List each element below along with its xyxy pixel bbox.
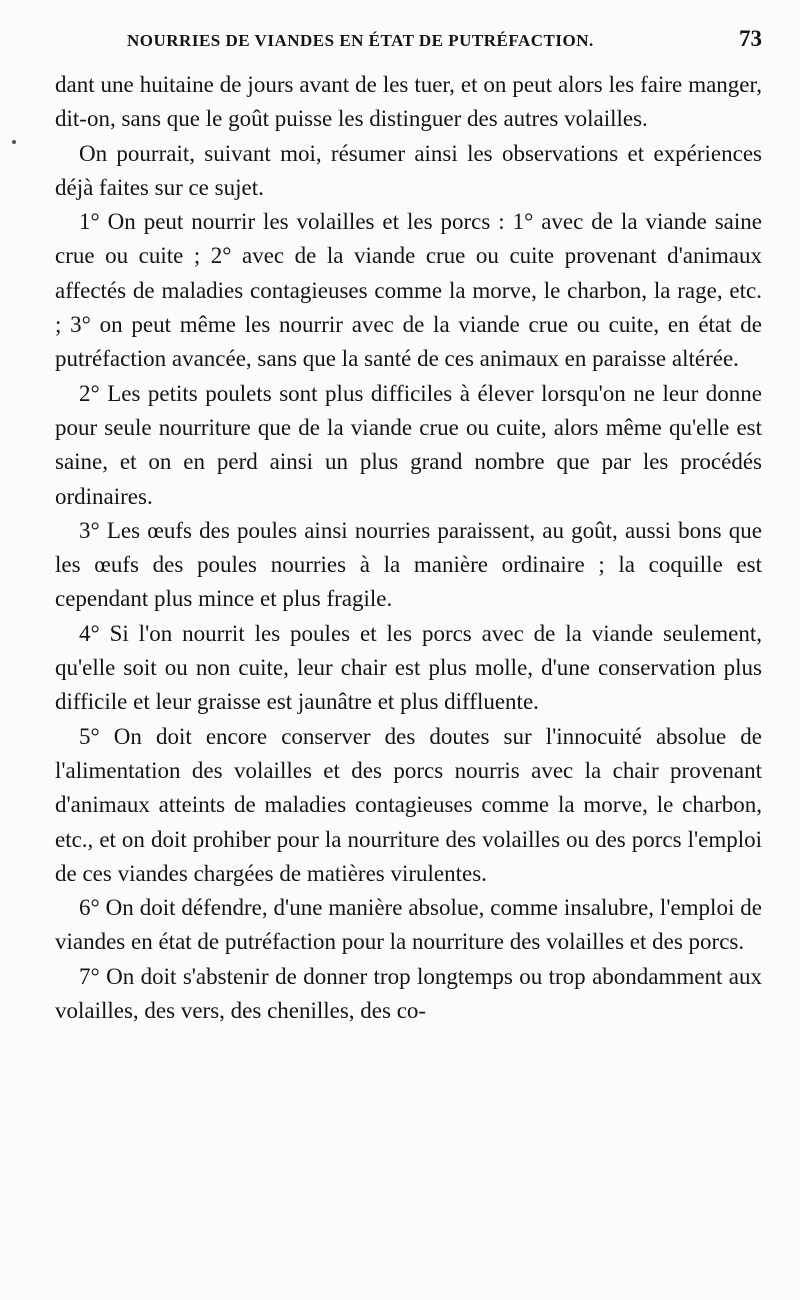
paragraph-point-2: 2° Les petits poulets sont plus difficiles à élever lorsqu'on ne leur donne pour seule nourriture que de la viande crue ou cuite, alors même qu'elle est saine, et on en perd ainsi un plus grand nombre que par les procédés ordinaires. (55, 380, 762, 509)
paragraph-continuation: dant une huitaine de jours avant de les tuer, et on peut alors les faire manger, dit-on, sans que le goût puisse les distinguer des autres volailles. (55, 72, 762, 132)
paragraph-summary-intro: On pourrait, suivant moi, résumer ainsi les observations et expériences déjà faites sur ce sujet. (55, 140, 762, 200)
paragraph-point-6: 6° On doit défendre, d'une manière absolue, comme insalubre, l'emploi de viandes en état de putréfaction pour la nourriture des volailles et des porcs. (55, 895, 762, 955)
paragraph-point-7: 7° On doit s'abstenir de donner trop longtemps ou trop abondamment aux volailles, des vers, des chenilles, des co- (55, 963, 762, 1024)
running-head (127, 26, 762, 68)
paragraph-point-3: 3° Les œufs des poules ainsi nourries paraissent, au goût, aussi bons que les œufs des poules nourries à la manière ordinaire ; la coquille est cependant plus mince et plus fragile. (55, 517, 762, 612)
margin-speck (12, 140, 16, 144)
running-title: NOURRIES DE VIANDES EN ÉTAT DE PUTRÉFACTION. (127, 31, 594, 50)
body-text (55, 68, 762, 1028)
page-number: 73 (739, 26, 762, 51)
paragraph-point-1: 1° On peut nourrir les volailles et les porcs : 1° avec de la viande saine crue ou cuite ; 2° avec de la viande crue ou cuite provenant d'animaux affectés de maladies contagieuses comme la morve, le charbon, la rage, etc. ; 3° on peut même les nourrir avec de la viande crue ou cuite, en état de putréfaction avancée, sans que la santé de ces animaux en paraisse altérée. (55, 209, 762, 372)
paragraph-point-4: 4° Si l'on nourrit les poules et les porcs avec de la viande seulement, qu'elle soit ou non cuite, leur chair est plus molle, d'une conservation plus difficile et leur graisse est jaunâtre et plus diffluente. (55, 620, 762, 715)
paragraph-point-5: 5° On doit encore conserver des doutes sur l'innocuité absolue de l'alimentation des volailles et des porcs nourris avec la chair provenant d'animaux atteints de maladies contagieuses comme la morve, le charbon, etc., et on doit prohiber pour la nourriture des volailles ou des porcs l'emploi de ces viandes chargées de matières virulentes. (55, 723, 762, 886)
